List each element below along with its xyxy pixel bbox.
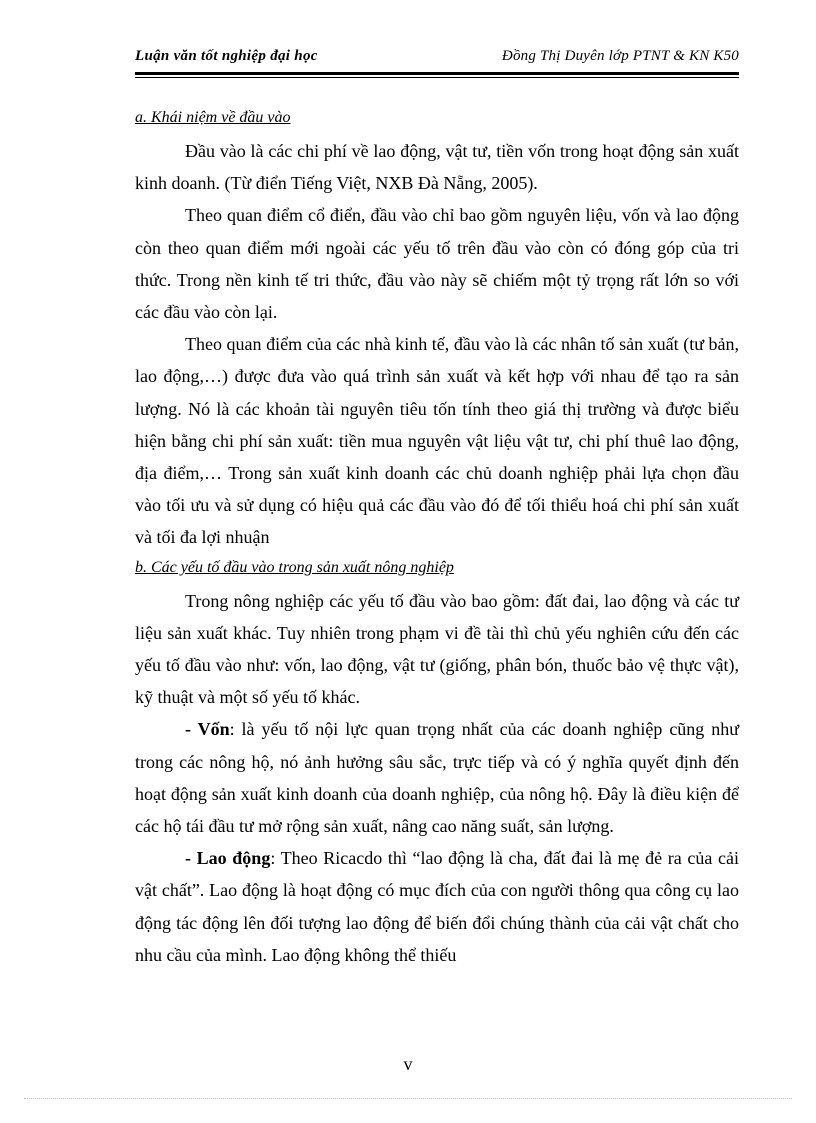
paragraph: Đầu vào là các chi phí về lao động, vật tư, tiền vốn trong hoạt động sản xuất kinh doanh. (Từ điển Tiếng Việt, NXB Đà Nẵng, 2005). — [135, 141, 739, 194]
term-lao-dong: - Lao động — [185, 848, 271, 869]
page-body — [135, 104, 739, 971]
paragraph-von — [135, 713, 739, 842]
term-von: - Vốn — [185, 719, 230, 740]
paragraph: Trong nông nghiệp các yếu tố đầu vào bao gồm: đất đai, lao động và các tư liệu sản xuất khác. Tuy nhiên trong phạm vi đề tài thì chủ yếu nghiên cứu đến các yếu tố đầu vào như: vốn, lao động, vật tư (giống, phân bón, thuốc bảo vệ thực vật), kỹ thuật và một số yếu tố khác. — [135, 590, 739, 708]
page-header — [135, 48, 739, 72]
paragraph-lao-dong — [135, 842, 739, 971]
lao-dong-text: : Theo Ricacdo thì “lao động là cha, đất đai là mẹ đẻ ra của cải vật chất”. Lao động là hoạt động có mục đích của con người thông qua công cụ lao động tác động lên đối tượng lao động để biến đổi chúng thành của cải vật chất cho nhu cầu của mình. Lao động không thể thiếu — [135, 848, 739, 965]
header-rule-thin — [135, 77, 739, 78]
footer-divider — [24, 1098, 792, 1099]
section-a-heading: a. Khái niệm về đầu vào — [135, 109, 291, 126]
paragraph: Theo quan điểm cổ điển, đầu vào chỉ bao gồm nguyên liệu, vốn và lao động còn theo quan điểm mới ngoài các yếu tố trên đầu vào còn có đóng góp của tri thức. Trong nền kinh tế tri thức, đầu vào này sẽ chiếm một tỷ trọng rất lớn so với các đầu vào còn lại. — [135, 205, 739, 323]
von-text: : là yếu tố nội lực quan trọng nhất của các doanh nghiệp cũng như trong các nông hộ, nó ảnh hưởng sâu sắc, trực tiếp và có ý nghĩa quyết định đến hoạt động sản xuất kinh doanh của doanh nghiệp, của nông hộ. Đây là điều kiện để các hộ tái đầu tư mở rộng sản xuất, nâng cao năng suất, sản lượng. — [135, 719, 739, 837]
section-b-heading: b. Các yếu tố đầu vào trong sản xuất nông nghiệp — [135, 558, 454, 576]
paragraph: Theo quan điểm của các nhà kinh tế, đầu vào là các nhân tố sản xuất (tư bản, lao động,…) được đưa vào quá trình sản xuất và kết hợp với nhau để tạo ra sản lượng. Nó là các khoản tài nguyên tiêu tốn tính theo giá thị trường và được biểu hiện bằng chi phí sản xuất: tiền mua nguyên vật liệu vật tư, chi phí thuê lao động, địa điểm,… Trong sản xuất kinh doanh các chủ doanh nghiệp phải lựa chọn đầu vào tối ưu và sử dụng có hiệu quả các đầu vào đó để tối thiểu hoá chi phí sản xuất và tối đa lợi nhuận — [135, 334, 739, 548]
header-author: Đồng Thị Duyên lớp PTNT & KN K50 — [501, 48, 739, 64]
header-thesis-title: Luận văn tốt nghiệp đại học — [135, 48, 318, 64]
page-number: v — [403, 1054, 413, 1074]
header-rule-thick — [135, 72, 739, 75]
